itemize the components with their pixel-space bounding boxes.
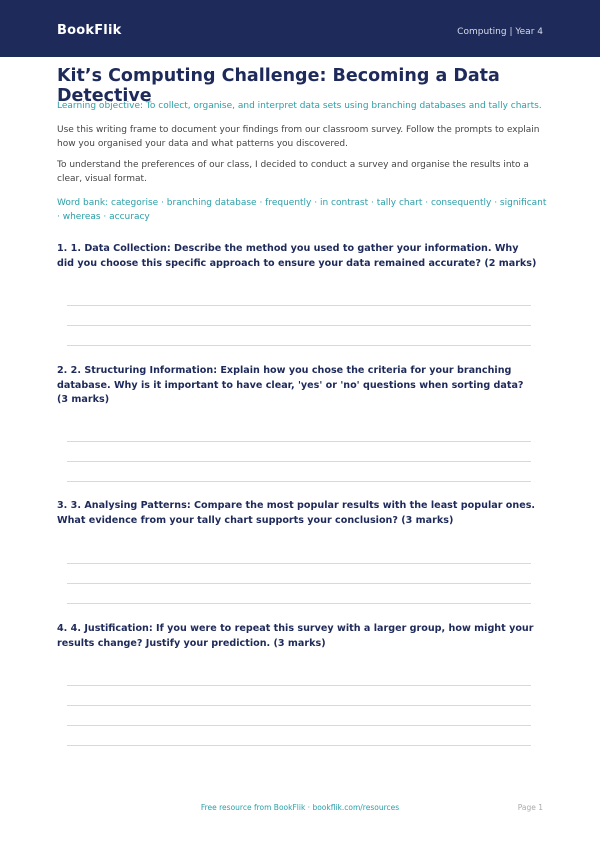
word-bank: Word bank: categorise · branching database · frequently · in contrast · tally chart · consequently · significant · whereas · accuracy [57, 198, 547, 222]
answer-line[interactable] [67, 345, 531, 346]
answer-line[interactable] [67, 325, 531, 326]
question-1: 1. 1. Data Collection: Describe the method you used to gather your information. Why did you choose this specific approach to ensure your data remained accurate? (2 marks) [57, 243, 537, 269]
intro-paragraph-1: Use this writing frame to document your findings from our classroom survey. Follow the prompts to explain how you organised your data and what patterns you discovered. [57, 125, 540, 149]
question-4: 4. 4. Justification: If you were to repeat this survey with a larger group, how might your results change? Justify your prediction. (3 marks) [57, 623, 534, 649]
answer-line[interactable] [67, 705, 531, 706]
subject-year-label: Computing | Year 4 [457, 27, 543, 37]
answer-line[interactable] [67, 563, 531, 564]
answer-line[interactable] [67, 583, 531, 584]
brand-logo: BookFlik [57, 23, 122, 38]
footer-link[interactable]: Free resource from BookFlik · bookflik.com/resources [200, 803, 400, 812]
page-number: Page 1 [517, 803, 543, 812]
answer-line[interactable] [67, 305, 531, 306]
answer-line[interactable] [67, 745, 531, 746]
question-2: 2. 2. Structuring Information: Explain how you chose the criteria for your branching database. Why is it important to have clear, 'yes' or 'no' questions when sorting data? (3 marks) [57, 365, 524, 405]
worksheet-title: Kit’s Computing Challenge: Becoming a Data Detective [57, 66, 500, 106]
answer-line[interactable] [67, 725, 531, 726]
question-3: 3. 3. Analysing Patterns: Compare the most popular results with the least popular ones. What evidence from your tally chart supports your conclusion? (3 marks) [57, 500, 536, 526]
page-header [0, 0, 600, 57]
answer-line[interactable] [67, 685, 531, 686]
learning-objective: Learning objective: To collect, organise, and interpret data sets using branching databases and tally charts. [57, 101, 542, 111]
answer-line[interactable] [67, 441, 531, 442]
intro-paragraph-2: To understand the preferences of our class, I decided to conduct a survey and organise the results into a clear, visual format. [57, 160, 529, 184]
answer-line[interactable] [67, 461, 531, 462]
answer-line[interactable] [67, 603, 531, 604]
answer-line[interactable] [67, 481, 531, 482]
